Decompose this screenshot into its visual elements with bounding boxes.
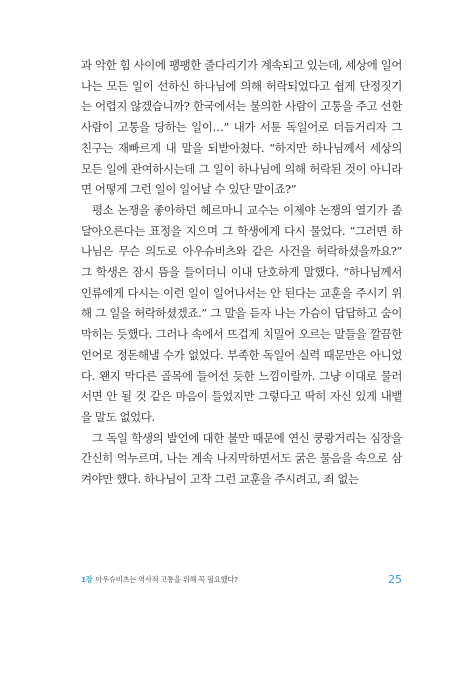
chapter-number: 1장 bbox=[81, 575, 93, 584]
page-number: 25 bbox=[388, 573, 402, 586]
running-footer-chapter bbox=[81, 575, 238, 585]
paragraph: 그 독일 학생의 발언에 대한 불만 때문에 연신 쿵쾅거리는 심장을 간신히 억누르며, 나는 계속 나지막하면서도 굵은 물음을 속으로 삼켜야만 했다. 하나님이 고작 그런 교훈을 주시려고, 죄 없는 bbox=[81, 430, 402, 487]
paragraph: 과 악한 힘 사이에 팽팽한 줄다리기가 계속되고 있는데, 세상에 일어나는 모든 일이 선하신 하나님에 의해 허락되었다고 쉽게 단정짓기는 어렵지 않겠습니까? 한국에서는 불의한 사람이 고통을 주고 선한 사람이 고통을 당하는 일이…” 내가 서툰 독일어로 더듬거리자 그 친구는 재빠르게 내 말을 되받아쳤다. “하지만 하나님께서 세상의 모든 일에 관여하시는데 그 일이 하나님에 의해 허락된 것이 아니라면 어떻게 그런 일이 일어날 수 있단 말이죠?” bbox=[81, 58, 402, 197]
body-text bbox=[81, 55, 402, 490]
page-footer bbox=[81, 574, 402, 590]
chapter-title: 아우슈비츠는 역사적 고통을 위해 꼭 필요했다? bbox=[95, 575, 238, 584]
paragraph: 평소 논쟁을 좋아하던 헤르마니 교수는 이제야 논쟁의 열기가 좀 달아오른다는 표정을 지으며 그 학생에게 다시 물었다. “그러면 하나님은 무슨 의도로 아우슈비츠와 같은 사건을 허락하셨을까요?” 그 학생은 잠시 뜸을 들이더니 이내 단호하게 말했다. “하나님께서 인류에게 다시는 이런 일이 일어나서는 안 된다는 교훈을 주시기 위해 그 일을 허락하셨겠죠.” 그 말을 듣자 나는 가슴이 답답하고 숨이 막히는 듯했다. 그러나 속에서 뜨겁게 치밀어 오르는 말들을 깔끔한 언어로 정돈해낼 수가 없었다. 부족한 독일어 실력 때문만은 아니었다. 왠지 막다른 골목에 들어선 듯한 느낌이랄까. 그냥 이대로 물러서면 안 될 것 같은 마음이 들었지만 그렇다고 딱히 자신 있게 내뱉을 말도 없었다. bbox=[81, 202, 402, 424]
